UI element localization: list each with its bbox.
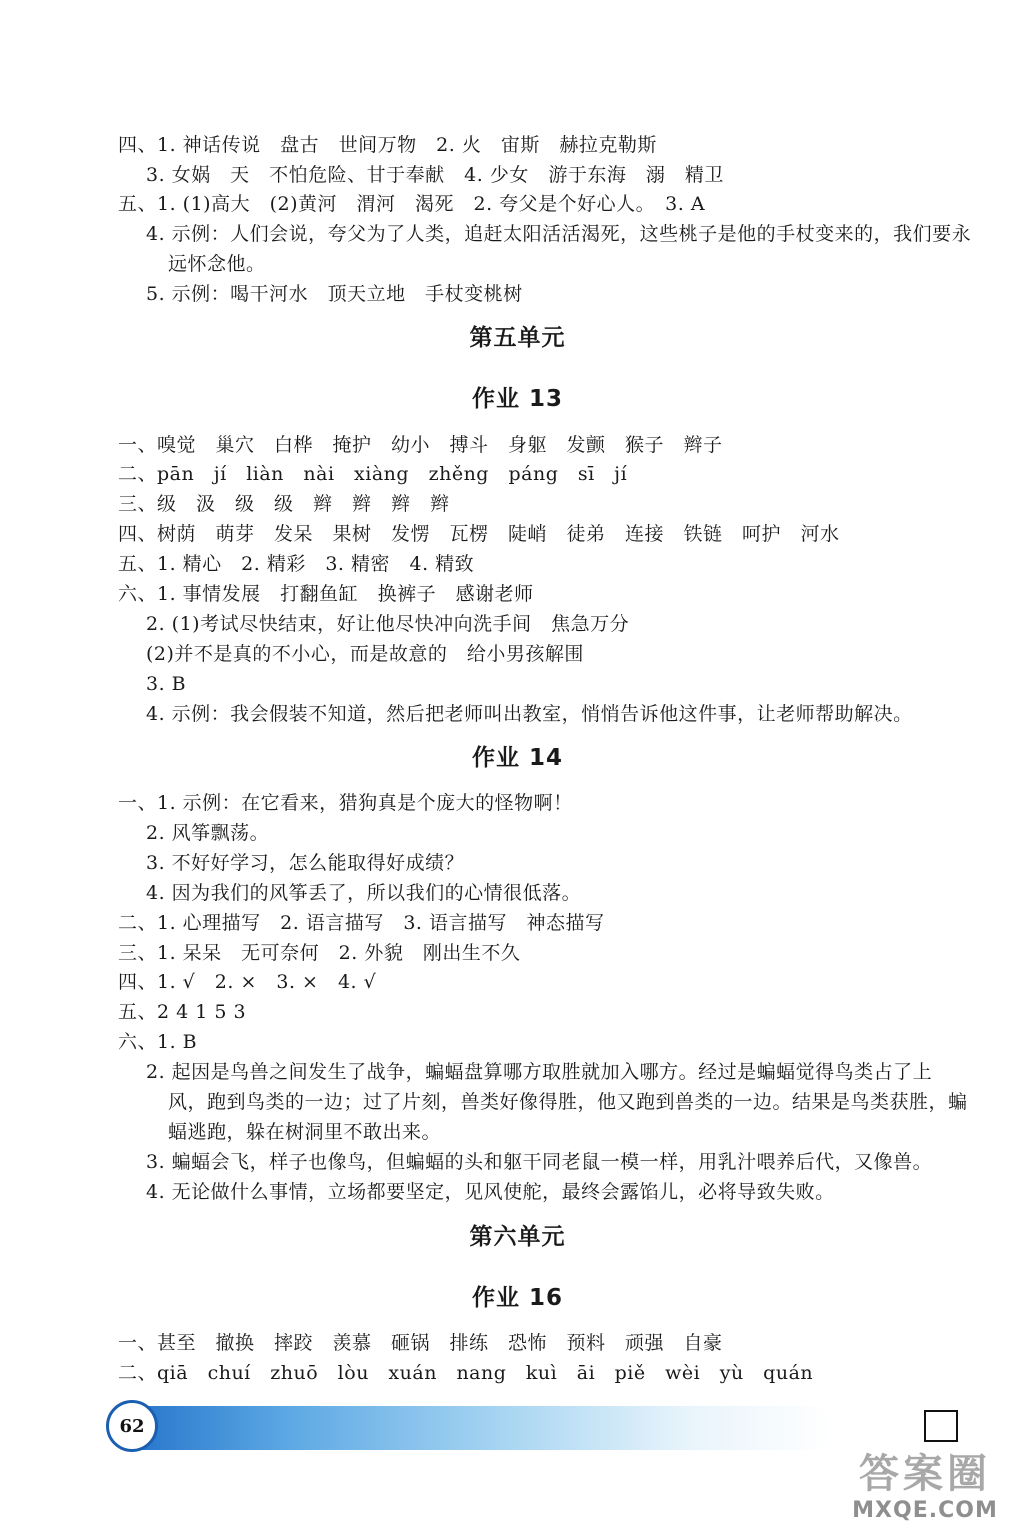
answer-line: 四、1. 神话传说 盘古 世间万物 2. 火 宙斯 赫拉克勒斯	[118, 134, 657, 156]
answer-line: 3. 不好好学习，怎么能取得好成绩？	[146, 852, 465, 874]
homework-heading: 作业 13	[471, 386, 563, 412]
answer-line: 4. 示例：我会假装不知道，然后把老师叫出教室，悄悄告诉他这件事，让老师帮助解决。	[146, 703, 913, 725]
unit-heading: 第五单元	[469, 325, 566, 351]
answer-line: 四、树荫 萌芽 发呆 果树 发愣 瓦楞 陡峭 徒弟 连接 铁链 呵护 河水	[118, 523, 840, 545]
answer-line: 一、1. 示例：在它看来，猎狗真是个庞大的怪物啊！	[118, 792, 573, 814]
answer-line: 二、1. 心理描写 2. 语言描写 3. 语言描写 神态描写	[118, 912, 605, 934]
homework-heading: 作业 14	[471, 745, 563, 771]
answer-line: 远怀念他。	[168, 253, 266, 275]
answer-line: 五、2 4 1 5 3	[118, 1001, 247, 1023]
footer-bar	[112, 1406, 832, 1450]
score-box	[924, 1410, 958, 1442]
answer-line: 蝠逃跑，躲在树洞里不敢出来。	[168, 1121, 442, 1143]
answer-line: 六、1. 事情发展 打翻鱼缸 换裤子 感谢老师	[118, 583, 534, 605]
answer-line: 二、pān jí liàn nài xiàng zhěng páng sī jí	[118, 463, 628, 485]
answer-line: 一、嗅觉 巢穴 白桦 掩护 幼小 搏斗 身躯 发颤 猴子 辫子	[118, 434, 723, 456]
watermark-url: MXQE.COM	[852, 1498, 998, 1523]
answer-line: 六、1. B	[118, 1031, 198, 1053]
answer-line: (2)并不是真的不小心，而是故意的 给小男孩解围	[146, 643, 584, 665]
answer-line: 4. 因为我们的风筝丢了，所以我们的心情很低落。	[146, 882, 582, 904]
page-number: 62	[106, 1400, 158, 1452]
answer-line: 二、qiā chuí zhuō lòu xuán nang kuì āi piě wèi yù quán	[118, 1362, 814, 1384]
answer-line: 一、甚至 撤换 摔跤 羡慕 砸锅 排练 恐怖 预料 顽强 自豪	[118, 1332, 723, 1354]
answer-line: 2. (1)考试尽快结束，好让他尽快冲向洗手间 焦急万分	[146, 613, 630, 635]
homework-heading: 作业 16	[471, 1285, 563, 1311]
answer-line: 四、1. √ 2. × 3. × 4. √	[118, 971, 377, 993]
answer-line: 2. 起因是鸟兽之间发生了战争，蝙蝠盘算哪方取胜就加入哪方。经过是蝙蝠觉得鸟类占了上	[146, 1061, 933, 1083]
answer-line: 3. 蝙蝠会飞，样子也像鸟，但蝙蝠的头和躯干同老鼠一模一样，用乳汁喂养后代，又像兽。	[146, 1151, 933, 1173]
answer-line: 三、1. 呆呆 无可奈何 2. 外貌 刚出生不久	[118, 942, 521, 964]
answer-line: 3. 女娲 天 不怕危险、甘于奉献 4. 少女 游于东海 溺 精卫	[146, 164, 724, 186]
answer-line: 4. 示例：人们会说，夸父为了人类，追赶太阳活活渴死，这些桃子是他的手杖变来的，我们要永	[146, 223, 972, 245]
unit-heading: 第六单元	[469, 1224, 566, 1250]
watermark-text: 答案圈	[859, 1451, 991, 1497]
answer-line: 五、1. 精心 2. 精彩 3. 精密 4. 精致	[118, 553, 475, 575]
watermark-logo	[830, 1450, 1020, 1530]
answer-line: 风，跑到鸟类的一边；过了片刻，兽类好像得胜，他又跑到兽类的一边。结果是鸟类获胜，蝙	[168, 1091, 968, 1113]
answer-line: 2. 风筝飘荡。	[146, 822, 270, 844]
answer-line: 4. 无论做什么事情，立场都要坚定，见风使舵，最终会露馅儿，必将导致失败。	[146, 1181, 835, 1203]
answer-line: 5. 示例：喝干河水 顶天立地 手杖变桃树	[146, 283, 523, 305]
answer-line: 3. B	[146, 673, 187, 695]
answer-line: 五、1. (1)高大 (2)黄河 渭河 渴死 2. 夸父是个好心人。 3. A	[118, 193, 706, 215]
answer-line: 三、级 汲 级 级 辫 辫 辫 辫	[118, 493, 450, 515]
